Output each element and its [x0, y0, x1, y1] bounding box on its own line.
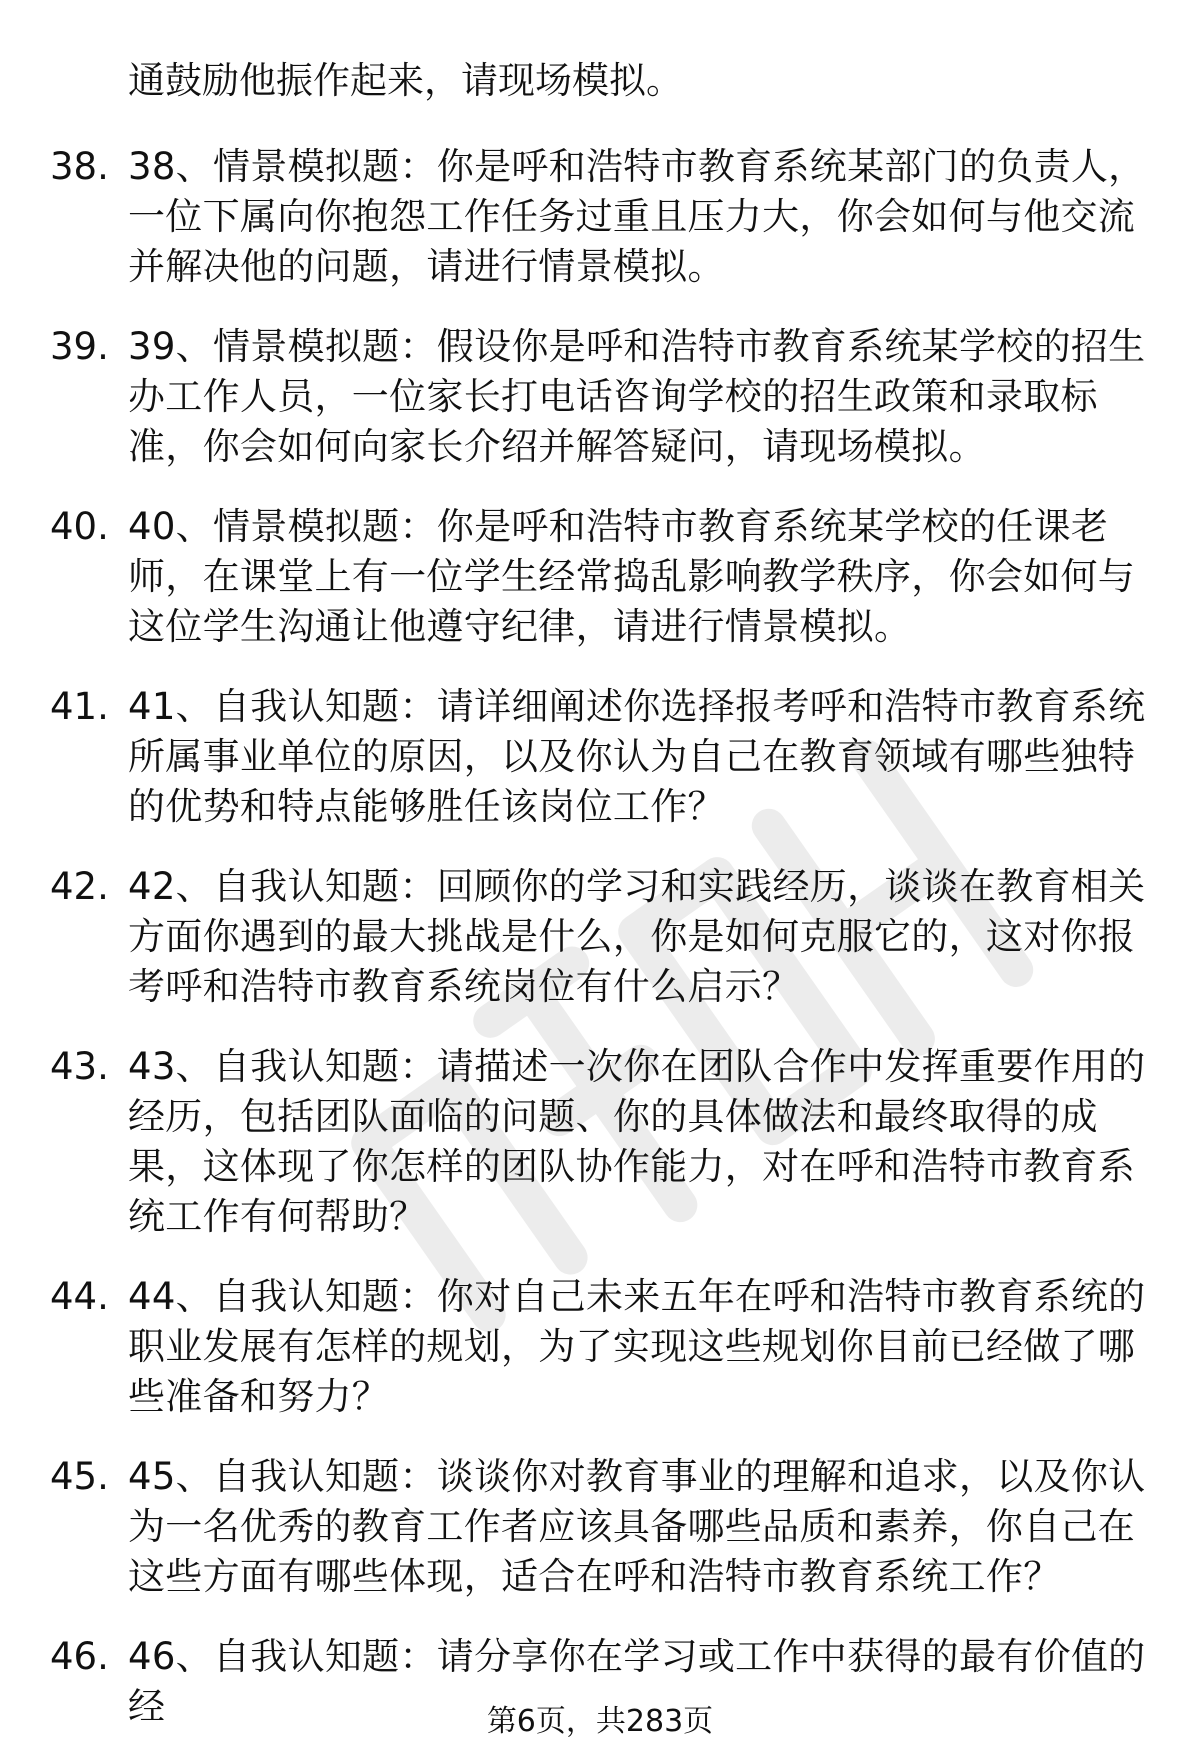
question-item: [0, 322, 1200, 472]
question-item: [0, 1272, 1200, 1422]
question-item: [0, 502, 1200, 652]
question-text: 41、自我认知题：请详细阐述你选择报考呼和浩特市教育系统所属事业单位的原因，以及你认为自己在教育领域有哪些独特的优势和特点能够胜任该岗位工作？: [128, 685, 1146, 828]
question-number: 41.: [50, 685, 109, 728]
question-number: 40.: [50, 505, 109, 548]
question-text: 42、自我认知题：回顾你的学习和实践经历，谈谈在教育相关方面你遇到的最大挑战是什么，你是如何克服它的，这对你报考呼和浩特市教育系统岗位有什么启示？: [128, 865, 1146, 1008]
question-text: 38、情景模拟题：你是呼和浩特市教育系统某部门的负责人，一位下属向你抱怨工作任务过重且压力大，你会如何与他交流并解决他的问题，请进行情景模拟。: [128, 145, 1146, 288]
question-item: [0, 862, 1200, 1012]
question-number: 46.: [50, 1635, 109, 1678]
question-number: 39.: [50, 325, 109, 368]
question-number: 43.: [50, 1045, 109, 1088]
question-text: 43、自我认知题：请描述一次你在团队合作中发挥重要作用的经历，包括团队面临的问题、你的具体做法和最终取得的成果，这体现了你怎样的团队协作能力，对在呼和浩特市教育系统工作有何帮助？: [128, 1045, 1146, 1238]
question-text: 40、情景模拟题：你是呼和浩特市教育系统某学校的任课老师，在课堂上有一位学生经常捣乱影响教学秩序，你会如何与这位学生沟通让他遵守纪律，请进行情景模拟。: [128, 505, 1136, 648]
question-text: 44、自我认知题：你对自己未来五年在呼和浩特市教育系统的职业发展有怎样的规划，为了实现这些规划你目前已经做了哪些准备和努力？: [128, 1275, 1146, 1418]
question-item: [0, 1042, 1200, 1242]
question-item: [0, 682, 1200, 832]
question-list: [0, 56, 1200, 1762]
question-text: 45、自我认知题：谈谈你对教育事业的理解和追求，以及你认为一名优秀的教育工作者应该具备哪些品质和素养，你自己在这些方面有哪些体现，适合在呼和浩特市教育系统工作？: [128, 1455, 1146, 1598]
question-item: [0, 142, 1200, 292]
question-number: 38.: [50, 145, 109, 188]
question-number: 44.: [50, 1275, 109, 1318]
continuation-text: 通鼓励他振作起来，请现场模拟。: [128, 59, 683, 102]
question-number: 45.: [50, 1455, 109, 1498]
question-item: [0, 1452, 1200, 1602]
page-footer: 第6页，共283页: [486, 1704, 714, 1739]
question-text: 39、情景模拟题：假设你是呼和浩特市教育系统某学校的招生办工作人员，一位家长打电话咨询学校的招生政策和录取标准，你会如何向家长介绍并解答疑问，请现场模拟。: [128, 325, 1146, 468]
question-text: 46、自我认知题：请分享你在学习或工作中获得的最有价值的经: [128, 1635, 1146, 1728]
question-number: 42.: [50, 865, 109, 908]
